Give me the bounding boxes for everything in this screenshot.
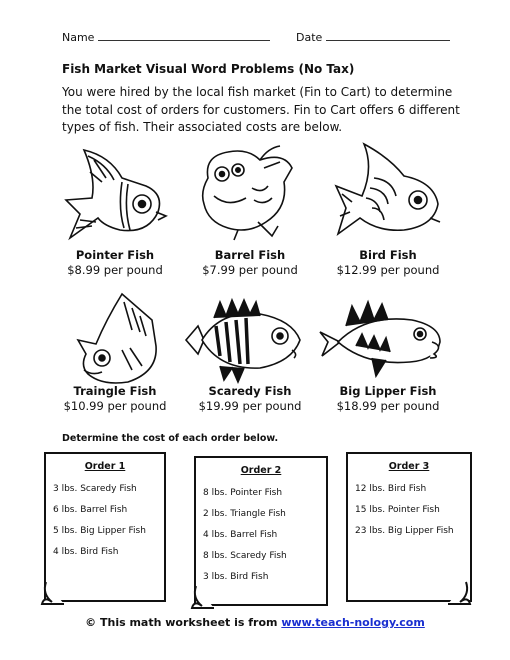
order-title: Order 3 bbox=[388, 461, 430, 472]
intro-paragraph: You were hired by the local fish market (Fin to Cart) to determine the total cost of orders for customers. Fin to Cart offers 6 different types of fish. Their associated costs are below. bbox=[62, 85, 460, 134]
fish-price: $19.99 per pound bbox=[198, 399, 302, 413]
fish-card-big-lipper bbox=[318, 384, 458, 414]
fish-card-pointer bbox=[45, 248, 185, 278]
fish-card-barrel bbox=[180, 248, 320, 278]
name-line bbox=[98, 30, 270, 41]
order-item: 15 lbs. Pointer Fish bbox=[355, 505, 440, 515]
fish-name: Pointer Fish bbox=[75, 248, 155, 262]
big-lipper-fish-icon bbox=[316, 296, 446, 386]
fish-name: Big Lipper Fish bbox=[339, 384, 437, 398]
order-item: 4 lbs. Bird Fish bbox=[53, 547, 119, 557]
order-item: 3 lbs. Bird Fish bbox=[203, 572, 269, 582]
order-item: 2 lbs. Triangle Fish bbox=[203, 509, 286, 519]
date-line bbox=[326, 30, 450, 41]
order-item: 23 lbs. Big Lipper Fish bbox=[355, 526, 454, 536]
fish-name: Barrel Fish bbox=[214, 248, 286, 262]
fish-price: $12.99 per pound bbox=[336, 263, 440, 277]
pointer-fish-icon bbox=[62, 138, 174, 243]
fish-name: Traingle Fish bbox=[73, 384, 157, 398]
page-curl-icon bbox=[190, 584, 216, 610]
footer-link[interactable]: www.teach-nology.com bbox=[281, 616, 425, 629]
order-item: 12 lbs. Bird Fish bbox=[355, 484, 427, 494]
scaredy-fish-icon bbox=[180, 296, 306, 386]
worksheet-title: Fish Market Visual Word Problems (No Tax) bbox=[62, 62, 355, 76]
page-curl-icon bbox=[40, 580, 66, 606]
footer-text: © This math worksheet is from bbox=[85, 616, 282, 629]
order-title: Order 2 bbox=[240, 465, 282, 476]
order-item: 8 lbs. Scaredy Fish bbox=[203, 551, 287, 561]
fish-card-scaredy bbox=[180, 384, 320, 414]
date-field bbox=[296, 30, 450, 44]
name-field bbox=[62, 30, 270, 44]
order-item: 3 lbs. Scaredy Fish bbox=[53, 484, 137, 494]
instruction-text: Determine the cost of each order below. bbox=[62, 433, 279, 444]
fish-price: $10.99 per pound bbox=[63, 399, 167, 413]
fish-price: $18.99 per pound bbox=[336, 399, 440, 413]
name-label: Name bbox=[62, 31, 95, 44]
bird-fish-icon bbox=[334, 138, 446, 243]
page-curl-icon bbox=[446, 580, 472, 606]
copyright-footer bbox=[0, 616, 510, 629]
order-title: Order 1 bbox=[84, 461, 126, 472]
order-item: 5 lbs. Big Lipper Fish bbox=[53, 526, 146, 536]
order-item: 4 lbs. Barrel Fish bbox=[203, 530, 278, 540]
fish-card-bird bbox=[318, 248, 458, 278]
barrel-fish-icon bbox=[188, 138, 300, 243]
date-label: Date bbox=[296, 31, 323, 44]
fish-card-triangle bbox=[45, 384, 185, 414]
order-item: 8 lbs. Pointer Fish bbox=[203, 488, 283, 498]
fish-price: $8.99 per pound bbox=[67, 263, 163, 277]
triangle-fish-icon bbox=[62, 290, 174, 390]
fish-name: Bird Fish bbox=[359, 248, 417, 262]
order-item: 6 lbs. Barrel Fish bbox=[53, 505, 128, 515]
fish-price: $7.99 per pound bbox=[202, 263, 298, 277]
fish-name: Scaredy Fish bbox=[208, 384, 292, 398]
